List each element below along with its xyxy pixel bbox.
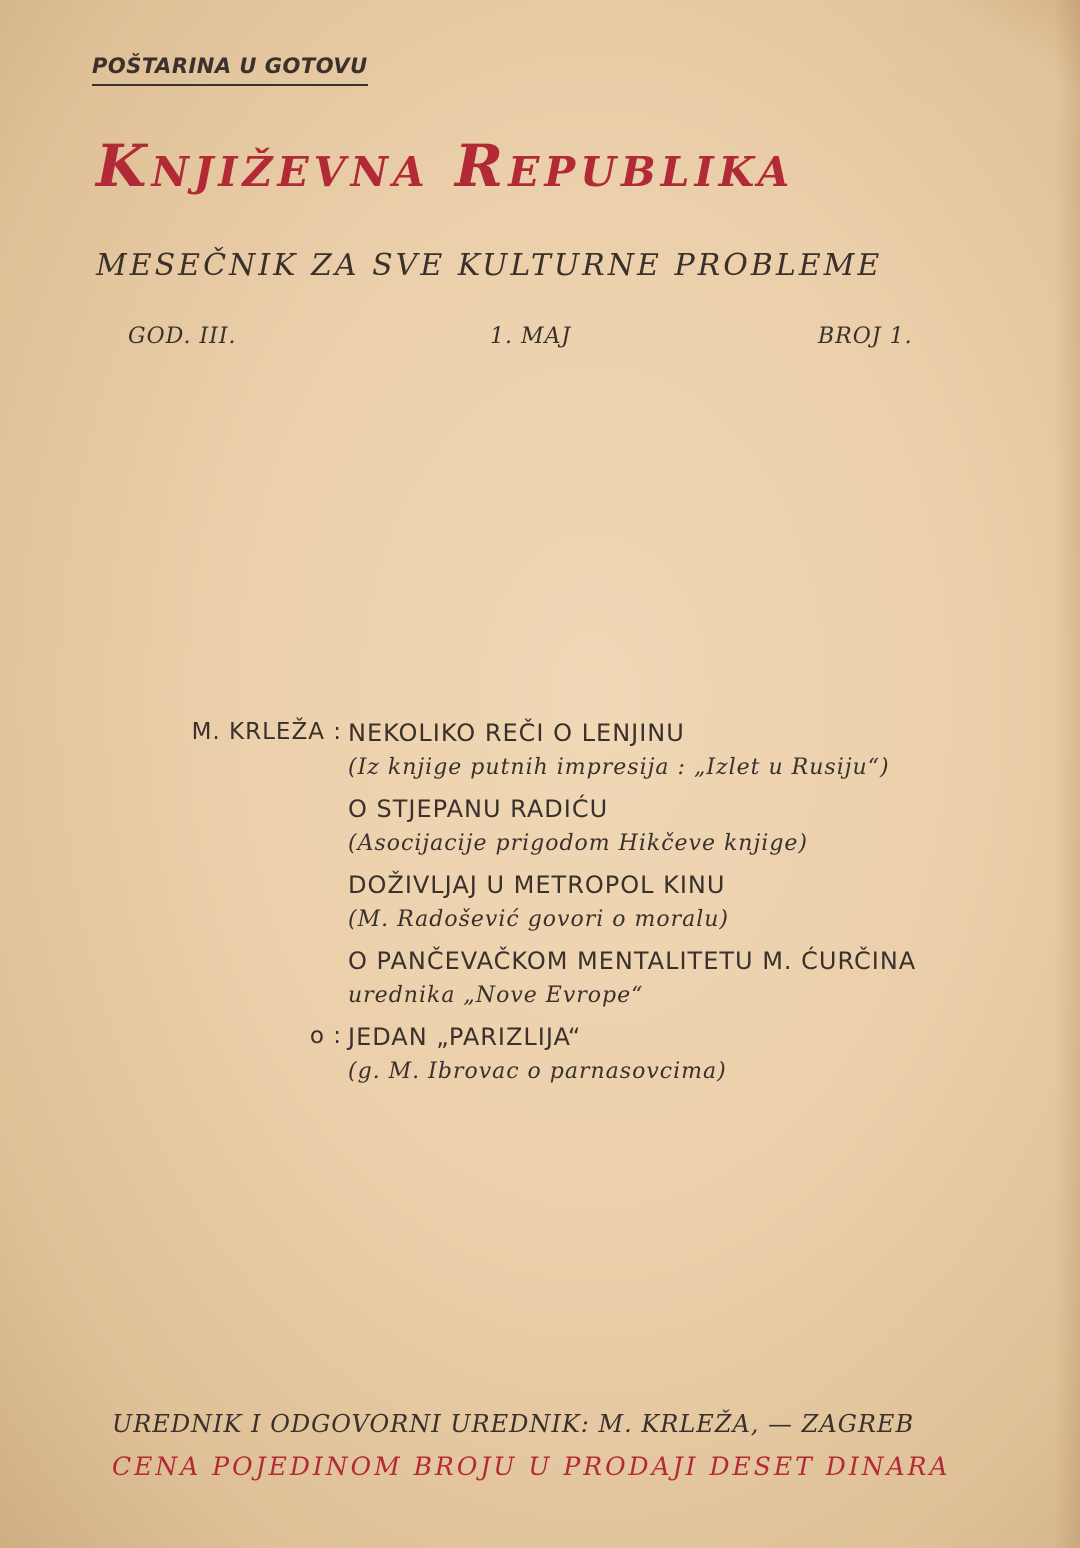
postage-notice: POŠTARINA U GOTOVU [92, 54, 368, 86]
contents-entry-subtitle [172, 753, 992, 791]
contents-entry-subtitle [172, 1057, 992, 1095]
issue-date: 1. MAJ [490, 324, 572, 349]
entry-subtitle: (Iz knjige putnih impresija : „Izlet u Rusiju“) [348, 755, 890, 780]
issue-info [128, 324, 928, 364]
contents-entry-subtitle [172, 905, 992, 943]
entry-subtitle: urednika „Nove Evrope“ [348, 983, 644, 1008]
contents-entry [172, 867, 992, 905]
worn-corner [886, 0, 1080, 141]
entry-title: DOŽIVLJAJ U METROPOL KINU [348, 871, 726, 899]
entry-title: NEKOLIKO REČI O LENJINU [348, 719, 685, 747]
paper-edge-shadow [1054, 0, 1080, 1548]
contents-entry-subtitle [172, 829, 992, 867]
entry-title: O STJEPANU RADIĆU [348, 795, 609, 823]
entry-subtitle: (Asocijacije prigodom Hikčeve knjige) [348, 831, 809, 856]
contents-entry [172, 1019, 992, 1057]
issue-year: GOD. III. [128, 324, 237, 349]
contents-entry-subtitle [172, 981, 992, 1019]
editor-line: UREDNIK I ODGOVORNI UREDNIK: M. KRLEŽA, — ZAGREB [112, 1410, 915, 1438]
contents-entry [172, 791, 992, 829]
entry-author: M. KRLEŽA : [191, 719, 342, 745]
contents-entry [172, 715, 992, 753]
magazine-title: Književna Republika [96, 132, 795, 200]
table-of-contents [172, 715, 992, 1095]
entry-title: JEDAN „PARIZLIJA“ [348, 1023, 582, 1051]
issue-number: BROJ 1. [818, 324, 913, 349]
entry-subtitle: (M. Radošević govori o moralu) [348, 907, 730, 932]
entry-title: O PANČEVAČKOM MENTALITETU M. ĆURČINA [348, 947, 917, 975]
contents-entry [172, 943, 992, 981]
price-line: CENA POJEDINOM BROJU U PRODAJI DESET DINARA [112, 1452, 951, 1481]
entry-subtitle: (g. M. Ibrovac o parnasovcima) [348, 1059, 727, 1084]
entry-author: o : [309, 1023, 342, 1049]
magazine-subtitle: MESEČNIK ZA SVE KULTURNE PROBLEME [96, 248, 883, 283]
